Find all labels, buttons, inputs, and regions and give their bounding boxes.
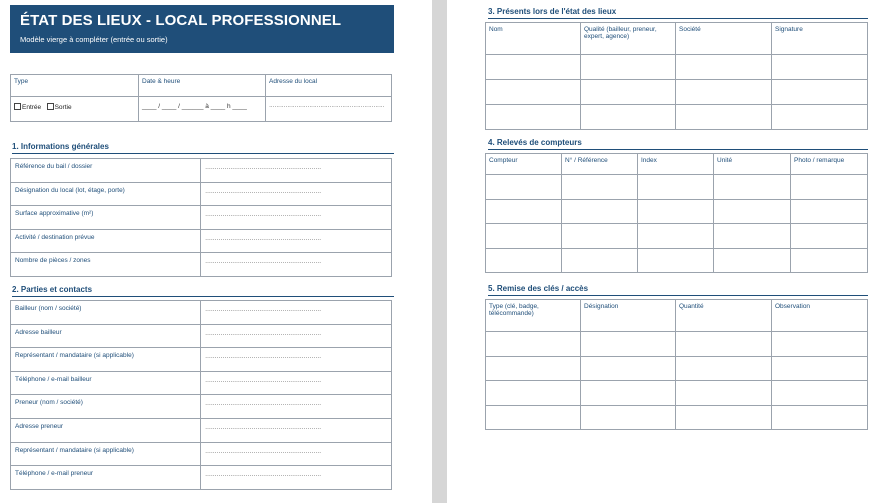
form-row	[11, 159, 392, 183]
table-cell[interactable]	[562, 248, 638, 273]
table-row	[486, 381, 868, 406]
table-cell[interactable]	[486, 381, 581, 406]
field-label: Représentant / mandataire (si applicable)	[11, 442, 201, 466]
section-2-title: 2. Parties et contacts	[12, 285, 394, 297]
field-label: Preneur (nom / société)	[11, 395, 201, 419]
table-cell[interactable]	[581, 356, 676, 381]
table-cell[interactable]	[581, 80, 676, 105]
form-row	[11, 182, 392, 206]
form-row	[11, 418, 392, 442]
field-input[interactable]: ……………………………………………………	[201, 418, 392, 442]
table-cell[interactable]	[714, 248, 791, 273]
table-cell[interactable]	[676, 405, 772, 430]
form-row	[11, 442, 392, 466]
table-cell[interactable]	[714, 224, 791, 249]
column-header: Unité	[714, 154, 791, 175]
datetime-header: Date & heure	[139, 75, 266, 97]
column-header: Nom	[486, 23, 581, 55]
field-label: Désignation du local (lot, étage, porte)	[11, 182, 201, 206]
title-banner	[10, 5, 394, 53]
table-cell[interactable]	[638, 224, 714, 249]
field-input[interactable]: ……………………………………………………	[201, 466, 392, 490]
section-2-table	[10, 300, 392, 490]
table-row	[486, 175, 868, 200]
checkbox-icon	[14, 103, 21, 110]
table-cell[interactable]	[581, 105, 676, 130]
table-cell[interactable]	[581, 405, 676, 430]
field-input[interactable]: ……………………………………………………	[201, 159, 392, 183]
checkbox-icon	[47, 103, 54, 110]
field-input[interactable]: ……………………………………………………	[201, 301, 392, 325]
table-row	[486, 405, 868, 430]
form-row	[11, 466, 392, 490]
table-cell[interactable]	[772, 80, 868, 105]
table-cell[interactable]	[486, 356, 581, 381]
column-header: Qualité (bailleur, preneur, expert, agence)	[581, 23, 676, 55]
table-cell[interactable]	[772, 356, 868, 381]
column-header: Photo / remarque	[791, 154, 868, 175]
table-cell[interactable]	[581, 332, 676, 357]
field-input[interactable]: ……………………………………………………	[201, 229, 392, 253]
table-cell[interactable]	[638, 175, 714, 200]
table-cell[interactable]	[772, 405, 868, 430]
column-header: Observation	[772, 300, 868, 332]
field-input[interactable]: ……………………………………………………	[201, 324, 392, 348]
entry-checkbox[interactable]: Entrée	[14, 104, 41, 111]
table-cell[interactable]	[714, 175, 791, 200]
table-row	[486, 105, 868, 130]
table-cell[interactable]	[486, 224, 562, 249]
table-cell[interactable]	[486, 55, 581, 80]
field-input[interactable]: ……………………………………………………	[201, 253, 392, 277]
document-title: ÉTAT DES LIEUX - LOCAL PROFESSIONNEL	[20, 12, 342, 29]
table-cell[interactable]	[562, 175, 638, 200]
table-row	[486, 80, 868, 105]
field-label: Adresse preneur	[11, 418, 201, 442]
column-header: Quantité	[676, 300, 772, 332]
table-cell[interactable]	[772, 381, 868, 406]
section-4-title: 4. Relevés de compteurs	[488, 138, 868, 150]
form-row	[11, 371, 392, 395]
table-cell[interactable]	[791, 175, 868, 200]
column-header: Type (clé, badge, télécommande)	[486, 300, 581, 332]
meta-table	[10, 74, 392, 122]
form-row	[11, 206, 392, 230]
field-label: Nombre de pièces / zones	[11, 253, 201, 277]
form-row	[11, 301, 392, 325]
table-cell[interactable]	[676, 105, 772, 130]
section-5-title: 5. Remise des clés / accès	[488, 284, 868, 296]
table-cell[interactable]	[676, 332, 772, 357]
column-header: Société	[676, 23, 772, 55]
form-row	[11, 229, 392, 253]
section-5-table	[485, 299, 868, 430]
table-cell[interactable]	[581, 55, 676, 80]
page-left	[0, 0, 432, 503]
page-right	[447, 0, 890, 503]
field-input[interactable]: ……………………………………………………	[201, 182, 392, 206]
table-row	[486, 248, 868, 273]
table-cell[interactable]	[676, 356, 772, 381]
table-cell[interactable]	[486, 175, 562, 200]
table-row	[486, 356, 868, 381]
table-cell[interactable]	[791, 199, 868, 224]
table-cell[interactable]	[772, 105, 868, 130]
field-input[interactable]: ……………………………………………………	[201, 395, 392, 419]
field-input[interactable]: ……………………………………………………	[201, 206, 392, 230]
field-input[interactable]: ……………………………………………………	[201, 371, 392, 395]
table-cell[interactable]	[676, 80, 772, 105]
table-cell[interactable]	[562, 199, 638, 224]
table-cell[interactable]	[486, 332, 581, 357]
column-header: Compteur	[486, 154, 562, 175]
table-cell[interactable]	[676, 381, 772, 406]
table-row	[486, 332, 868, 357]
form-row	[11, 253, 392, 277]
section-1-table	[10, 158, 392, 277]
table-cell[interactable]	[791, 224, 868, 249]
table-cell[interactable]	[791, 248, 868, 273]
field-label: Référence du bail / dossier	[11, 159, 201, 183]
section-1-title: 1. Informations générales	[12, 142, 394, 154]
table-cell[interactable]	[486, 80, 581, 105]
form-row	[11, 324, 392, 348]
form-row	[11, 395, 392, 419]
table-cell[interactable]	[486, 105, 581, 130]
table-cell[interactable]	[676, 55, 772, 80]
field-label: Représentant / mandataire (si applicable)	[11, 348, 201, 372]
table-cell[interactable]	[714, 199, 791, 224]
field-label: Activité / destination prévue	[11, 229, 201, 253]
column-header: Signature	[772, 23, 868, 55]
section-3-title: 3. Présents lors de l'état des lieux	[488, 7, 868, 19]
table-cell[interactable]	[562, 224, 638, 249]
field-label: Bailleur (nom / société)	[11, 301, 201, 325]
table-cell[interactable]	[581, 381, 676, 406]
table-cell[interactable]	[486, 248, 562, 273]
column-header: N° / Référence	[562, 154, 638, 175]
column-header: Index	[638, 154, 714, 175]
table-row	[486, 224, 868, 249]
form-row	[11, 348, 392, 372]
table-cell[interactable]	[486, 405, 581, 430]
document-subtitle: Modèle vierge à compléter (entrée ou sortie)	[20, 35, 168, 44]
column-header: Désignation	[581, 300, 676, 332]
table-cell[interactable]	[486, 199, 562, 224]
table-row	[486, 55, 868, 80]
address-field[interactable]: ………………………………………………………	[266, 97, 392, 122]
section-3-table	[485, 22, 868, 130]
field-label: Adresse bailleur	[11, 324, 201, 348]
field-input[interactable]: ……………………………………………………	[201, 348, 392, 372]
section-4-table	[485, 153, 868, 273]
address-header: Adresse du local	[266, 75, 392, 97]
type-header: Type	[11, 75, 139, 97]
field-label: Téléphone / e-mail bailleur	[11, 371, 201, 395]
table-cell[interactable]	[772, 55, 868, 80]
field-label: Téléphone / e-mail preneur	[11, 466, 201, 490]
datetime-field[interactable]: ____ / ____ / ______ à ____ h ____	[139, 97, 266, 122]
table-cell[interactable]	[638, 199, 714, 224]
table-cell[interactable]	[772, 332, 868, 357]
field-input[interactable]: ……………………………………………………	[201, 442, 392, 466]
exit-checkbox[interactable]: Sortie	[47, 104, 72, 111]
type-options	[11, 97, 139, 122]
table-row	[486, 199, 868, 224]
table-cell[interactable]	[638, 248, 714, 273]
field-label: Surface approximative (m²)	[11, 206, 201, 230]
